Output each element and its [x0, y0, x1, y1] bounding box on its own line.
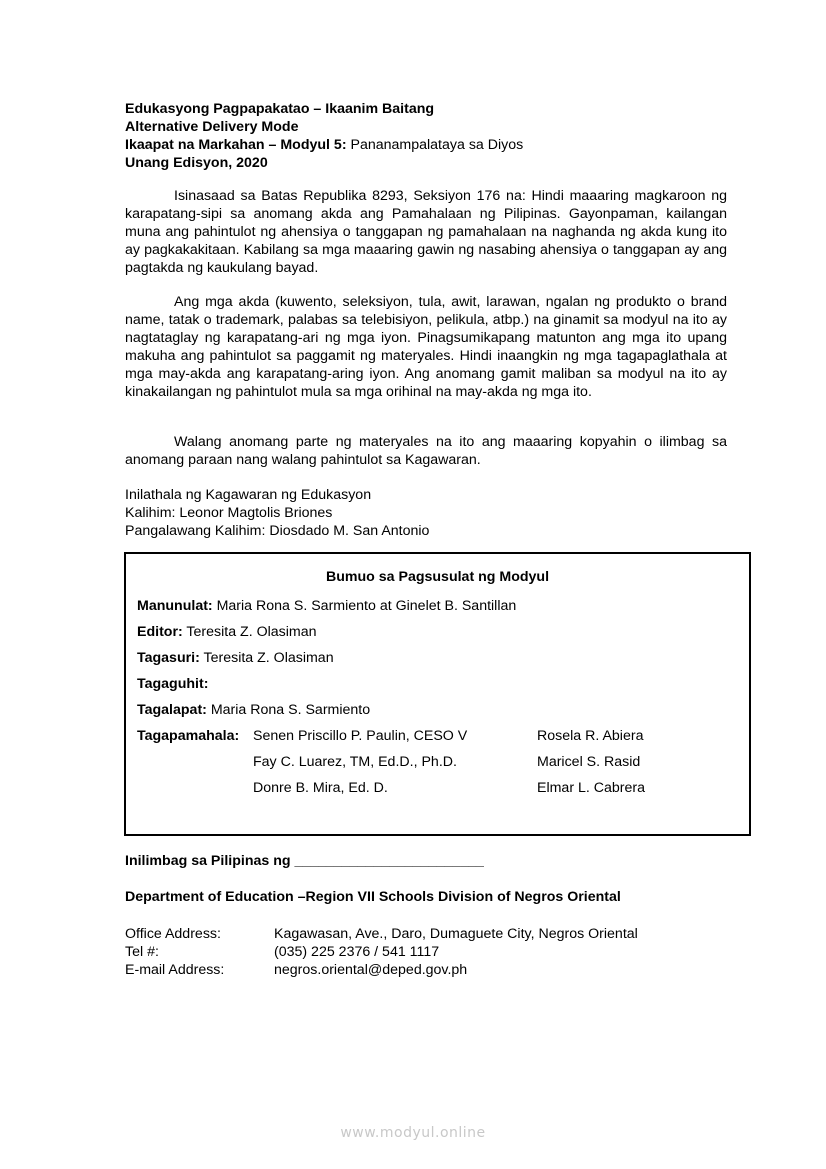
management-label-row	[137, 728, 239, 744]
tel-label: Tel #:	[125, 944, 159, 960]
management-left-2: Fay C. Luarez, TM, Ed.D., Ph.D.	[253, 754, 457, 770]
illustrator-row	[137, 676, 208, 692]
layout-value: Maria Rona S. Sarmiento	[206, 702, 371, 718]
paragraph-text: Walang anomang parte ng materyales na ito ang maaaring kopyahin o ilimbag sa anomang paraan nang walang pahintulot sa Kagawaran.	[125, 434, 727, 468]
paragraph-text: Ang mga akda (kuwento, seleksiyon, tula, awit, larawan, ngalan ng produkto o brand name, tatak o trademark, palabas sa telebisiyon, pelikula, atbp.) na ginamit sa modyul na ito ay nagtataglay ng karapatang-ari ng mga iyon. Pinagsumikapang matunton ang mga ito upang makuha ang pahintulot sa paggamit ng materyales. Hindi inaangkin ng mga tagapaglathala at mga may-akda ang karapatang-aring iyon. Ang anomang gamit maliban sa modyul na ito ay kinakailangan ng pahintulot mula sa mga orihinal na may-akda ng mga ito.	[125, 294, 727, 400]
layout-row	[137, 702, 370, 718]
quarter-module-label: Ikaapat na Markahan – Modyul 5:	[125, 137, 347, 153]
credits-box	[124, 552, 751, 836]
email-label: E-mail Address:	[125, 962, 225, 978]
delivery-mode: Alternative Delivery Mode	[125, 119, 299, 135]
credits-title: Bumuo sa Pagsusulat ng Modyul	[325, 569, 550, 585]
writers-label: Manunulat:	[137, 598, 213, 614]
address-value: Kagawasan, Ave., Daro, Dumaguete City, Negros Oriental	[274, 926, 638, 942]
management-right-3: Elmar L. Cabrera	[537, 780, 646, 796]
undersecretary: Pangalawang Kalihim: Diosdado M. San Antonio	[125, 523, 430, 539]
module-title: Pananampalataya sa Diyos	[346, 137, 524, 153]
copyright-paragraph-3	[125, 434, 727, 470]
secretary: Kalihim: Leonor Magtolis Briones	[125, 505, 333, 521]
writers-row	[137, 598, 516, 614]
email-value: negros.oriental@deped.gov.ph	[274, 962, 468, 978]
tel-value: (035) 225 2376 / 541 1117	[274, 944, 440, 960]
deped-division: Department of Education –Region VII Schools Division of Negros Oriental	[125, 889, 621, 905]
layout-label: Tagalapat:	[137, 702, 207, 718]
editor-value: Teresita Z. Olasiman	[182, 624, 317, 640]
management-label: Tagapamahala:	[137, 728, 240, 744]
illustrator-label: Tagaguhit:	[137, 676, 209, 692]
writers-value: Maria Rona S. Sarmiento at Ginelet B. Santillan	[212, 598, 517, 614]
management-right-1: Rosela R. Abiera	[537, 728, 644, 744]
copyright-paragraph-1	[125, 188, 727, 278]
paragraph-text: Isinasaad sa Batas Republika 8293, Seksiyon 176 na: Hindi maaaring magkaroon ng karapatang-sipi sa anomang akda ang Pamahalaan ng Pilipinas. Gayonpaman, kailangan muna ang pahintulot ng ahensiya o tanggapan ng pamahalaan na naghanda ng akda kung ito ay pagkakakitaan. Kabilang sa mga maaaring gawin ng nasabing ahensiya o tanggapan ay ang pagtakda ng kaukulang bayad.	[125, 188, 727, 276]
address-label: Office Address:	[125, 926, 221, 942]
copyright-paragraph-2	[125, 294, 727, 401]
published-by: Inilathala ng Kagawaran ng Edukasyon	[125, 487, 372, 503]
management-left-1: Senen Priscillo P. Paulin, CESO V	[253, 728, 468, 744]
reviewer-label: Tagasuri:	[137, 650, 200, 666]
editor-label: Editor:	[137, 624, 183, 640]
editor-row	[137, 624, 317, 640]
management-right-2: Maricel S. Rasid	[537, 754, 641, 770]
watermark: www.modyul.online	[340, 1125, 486, 1141]
module-header	[125, 100, 745, 172]
reviewer-value: Teresita Z. Olasiman	[199, 650, 334, 666]
printed-in-line: Inilimbag sa Pilipinas ng ________________________	[125, 853, 484, 869]
reviewer-row	[137, 650, 334, 666]
subject-title: Edukasyong Pagpapakatao – Ikaanim Baitang	[125, 101, 435, 117]
management-left-3: Donre B. Mira, Ed. D.	[253, 780, 388, 796]
publisher-info	[125, 486, 429, 540]
edition: Unang Edisyon, 2020	[125, 155, 268, 171]
quarter-module-line	[125, 136, 745, 154]
